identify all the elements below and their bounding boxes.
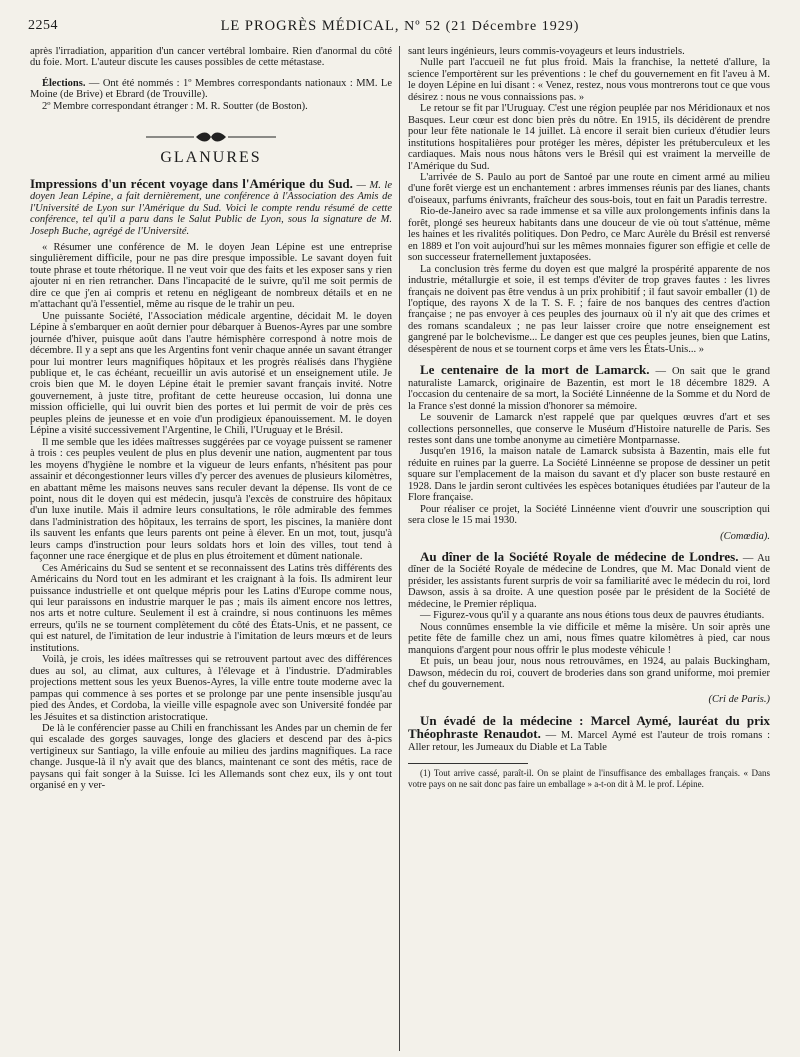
london-article [408, 551, 770, 610]
paragraph: Jusqu'en 1916, la maison natale de Lamarck subsista à Bazentin, mais elle fut réduite en ruines par la guerre. La Société Linnéenne se propose de dessiner un petit square sur l'emplacement de la maison du savant et d'y placer son buste restauré en 1928. Dans le jardin seront cultivées les espèces botaniques étudiées par l'auteur de la Flore française. [408, 446, 770, 504]
paragraph: sant leurs ingénieurs, leurs commis-voyageurs et leurs industriels. [408, 46, 685, 57]
lamarck-article [408, 364, 770, 412]
source-signature: (Cri de Paris.) [708, 694, 770, 706]
paragraph: Nulle part l'accueil ne fut plus froid. Mais la franchise, la netteté d'allure, la science l'emportèrent sur les préventions : le chef du gouvernement en fit l'aveu à M. le doyen Lépine en lui disant : « Venez, restez, nous vous montrerons tout ce que vous désirez : nous ne vous connaissions pas. » [408, 57, 770, 103]
footnote-rule [408, 763, 528, 764]
article-subtitle: — M. le doyen Jean Lépine, a fait dernièrement, une conférence à l'Association des Amis de l'Université de Lyon sur l'Amérique du Sud. Voici le compte rendu résumé de cette conférence, tel qu'il a paru dans le Salut Public de Lyon, sous la signature de M. Joseph Buche, agrégé de l'Université. [30, 179, 392, 237]
section-title: GLANURES [160, 149, 262, 167]
paragraph: Il me semble que les idées maîtresses suggérées par ce voyage puissent se ramener à trois : ces peuples veulent de plus en plus devenir une nation, augmentent par tous les moyens d'hygiène le nombre et la vigueur de leurs enfants, n'hésitent pas pour assainir et décongestionner leurs villes d'y percer des avenues de plusieurs kilomètres, en abattant même les maisons neuves sans reculer devant la dépense. Ils vont de ce point, nous dit le doyen qui est médecin, jusqu'à l'excès de construire des hôpitaux d'un luxe inutile. Mais il admire leurs consultations, le rôle admirable des femmes dans l'administration des hôpitaux, les terrains de sport, les piscines, la manière dont ils sauvent les enfants que leurs parents ont peine à élever. En un mot, tout, jusqu'à leurs camps d'instruction pour leurs soldats hors et loin des villes, tout tend à façonner une race énergique et de plus en plus étroitement et dûment nationale. [30, 436, 392, 563]
issue-info: Nº 52 (21 Décembre 1929) [404, 19, 580, 34]
article-text: — Au dîner de la Société Royale de médecine de Londres, que M. Mac Donald vient de présider, les assistants furent surpris de voir sa familiarité avec le médecin du roi, lord Dawson, assis à sa droite. A une question posée par le président de la Société de médecine, le Premier répliqua. [408, 553, 770, 610]
paragraph: — Figurez-vous qu'il y a quarante ans nous étions tous deux de pauvres étudiants. [420, 610, 765, 622]
elections-paragraph-2: 2º Membre correspondant étranger : M. R. Soutter (de Boston). [42, 100, 308, 112]
article-heading: Au dîner de la Société Royale de médecine de Londres. [420, 549, 739, 565]
paragraph: « Résumer une conférence de M. le doyen Jean Lépine est une entreprise singulièrement difficile, pour ne pas dire presque impossible. Le savant doyen fuit toute phrase et toute rhétorique. Il ne veut voir que des faits et les exposer sans y rien ajouter ni en rien retrancher. Dans l'incapacité de le suivre, qu'il me soit permis de dire ce que j'en ai compris et retenu en négligeant de nombreux détails et en ne m'attachant qu'à l'essentiel, même au risque de le trahir un peu. [30, 241, 392, 311]
source-signature: (Comœdia). [720, 530, 770, 542]
article-heading: Un évadé de la médecine : Marcel Aymé, lauréat du prix Théophraste Renaudot. [408, 712, 770, 742]
paragraph: Rio-de-Janeiro avec sa rade immense et sa ville aux prolongements infinis dans la forêt, plongé ses heureux habitants dans une douceur de vie où tout s'atténue, même les haines et les rivalités politiques. Don Pedro, ce Marc Aurèle du Brésil est renversé en 1889 et l'on voit aujourd'hui sur les mêmes monnaies figurer son effigie et celle de son successeur fraternellement juxtaposées. [408, 206, 770, 264]
page-number: 2254 [28, 18, 58, 33]
article-text: — On sait que le grand naturaliste Lamarck, originaire de Bazentin, est mort le 18 décembre 1829. A l'occasion du centenaire de sa mort, la Société Linnéenne de la Somme et du Nord de la France s'est donné la mission d'honorer sa mémoire. [408, 366, 770, 412]
paragraph: La conclusion très ferme du doyen est que malgré la prospérité apparente de nos industrie, métallurgie et soie, il est temps d'éviter de trop graves fautes : les livres français ne doivent pas être vendus à un prix prohibitif ; il faut savoir emballer (1) de l'optique, des rayons X de la T. S. F. ; faire de nos banques des centres d'action française ; ne pas envoyer à ces peuples des journaux où il n'y ait que des crimes et des romans scandaleux ; ne pas leur laisser croire que notre enseignement est gangrené par le bolchevisme... Le danger est que ces peuples jeunes, bien que Latins, désespèrent de nous et se tournent corps et âme vers les États-Unis... » [408, 263, 770, 355]
right-column [408, 46, 770, 1046]
paragraph: après l'irradiation, apparition d'un cancer vertébral lombaire. Rien d'anormal du côté du foie. Mort. L'auteur discute les causes possibles de cette métastase. [30, 46, 392, 69]
page-header [28, 18, 772, 34]
footnote: (1) Tout arrive cassé, paraît-il. On se plaint de l'insuffisance des emballages français. « Dans votre pays on ne sait donc pas faire un emballage » a-t-on dit à M. le prof. Lépine. [408, 768, 770, 789]
elections-text: — Ont été nommés : 1º Membres correspondants nationaux : MM. Le Moine (de Brive) et Ebrard (de Trouville). [30, 77, 392, 101]
ayme-article [408, 712, 770, 753]
column-divider [399, 46, 400, 1051]
journal-name: LE PROGRÈS MÉDICAL [220, 18, 395, 34]
paragraph: Le retour se fit par l'Uruguay. C'est une région peuplée par nos Méridionaux et nos Basques. Leur cœur est donc bien près du nôtre. En 1915, ils décidèrent de prendre pour leur fête nationale le 14 juillet. Là encore il serait bien curieux d'étudier leurs institutions hospitalières pour protéger les mères, dépister les prétuberculeux et les cardiaques. Mais nous nous hâtons vers le Brésil qui est vraiment la merveille de l'Amérique du Sud. [408, 103, 770, 172]
paragraph: Ces Américains du Sud se sentent et se reconnaissent des Latins très différents des Américains du Nord tout en les admirant et les craignant à la fois. Ils admirent leur puissance industrielle et ont quelque mépris pour les Latins d'Europe comme nous, qui leur paraissons en industrie marquer le pas ; mais ils aiment encore nos lettres, nos arts et notre culture. Seulement il est à craindre, si nous continuons les mêmes erreurs, qu'ils ne se tournent complètement du côté des États-Unis, et ne passent, ce qui est naturel, de l'imitation de leur industrie à l'imitation de leurs mœurs et de leurs institutions. [30, 562, 392, 654]
paragraph: Une puissante Société, l'Association médicale argentine, décidait M. le doyen Lépine à s'embarquer en août dernier pour débarquer à Buenos-Ayres par une sombre journée d'hiver, puisque août dans l'autre hémisphère correspond à notre mois de décembre. Il y a sept ans que les Argentins font venir chaque année un savant étranger pour lui montrer leurs magnifiques hôpitaux et les progrès réalisés dans l'hygiène publique et, le cas échéant, recueillir un avis autorisé et un enseignement utile. Je crois bien que M. le doyen Lépine était le premier savant français invité. Notre gouvernement, à juste titre, profitant de cette heureuse occasion, lui donna une mission officielle, qui lui ouvrit bien des portes et lui permit de voir de près ces peuples pleins de jeunesse et en voie d'un prodigieux épanouissement. M. le doyen Lépine a visité successivement l'Argentine, le Chili, l'Uruguay et le Brésil. [30, 310, 392, 437]
paragraph: L'arrivée de S. Paulo au port de Santoé par une route en ciment armé au milieu d'une forêt vierge est un enchantement : arbres immenses réunis par des lianes, chants d'oiseaux, parfums énivrants, fraîcheur des sous-bois, tout en fait un Paradis terrestre. [408, 171, 770, 206]
paragraph: Voilà, je crois, les idées maîtresses qui se retrouvent partout avec des différences dues au sol, au climat, aux cultures, à l'élevage et à l'industrie. D'admirables projections mettent sous les yeux Buenos-Ayres, la ville entre toute moderne avec la pampas qui commence à ses portes et se prolonge par une pente insensible jusqu'au pied des Andes, et Cordoba, la vieille ville espagnole avec son Université fondée par les Jésuites et sa distinction aristocratique. [30, 654, 392, 723]
paragraph: De là le conférencier passe au Chili en franchissant les Andes par un chemin de fer qui escalade des gorges sauvages, longe des glaciers et descend par des à-pics vertigineux sur Santiago, la ville enfouie au milieu des jardins magnifiques. La race change. Jusque-là il n'y avait que des blancs, maintenant ce sont des métis, race de paysans qui fait songer à la Suisse. Ici les Allemands sont chez eux, ils y ont tout organisé en y ver- [30, 723, 392, 792]
ornament-divider-icon [146, 130, 276, 144]
left-column [30, 46, 392, 1046]
elections-paragraph [30, 78, 392, 101]
article-text: — M. Marcel Aymé est l'auteur de trois romans : Aller retour, les Jumeaux du Diable et La Table [408, 730, 770, 753]
elections-heading: Élections. [42, 77, 86, 89]
article-intro [30, 175, 392, 237]
article-heading: Le centenaire de la mort de Lamarck. [420, 362, 650, 378]
paragraph: Pour réaliser ce projet, la Société Linnéenne vient d'ouvrir une souscription qui sera close le 15 mai 1930. [408, 503, 770, 527]
article-heading: Impressions d'un récent voyage dans l'Amérique du Sud. [30, 175, 353, 191]
journal-title: LE PROGRÈS MÉDICAL, Nº 52 (21 Décembre 1929) [220, 18, 580, 34]
paragraph: Nous connûmes ensemble la vie difficile et même la misère. Un soir après une petite fête de famille chez un ami, nous fîmes quatre kilomètres à pied, car nous manquions d'argent pour nous offrir le plus modeste véhicule ! [408, 621, 770, 656]
paragraph: Et puis, un beau jour, nous nous retrouvâmes, en 1924, au palais Buckingham, Dawson, médecin du roi, couvert de broderies dans son grand uniforme, moi premier chef du gouvernement. [408, 656, 770, 691]
paragraph: Le souvenir de Lamarck n'est rappelé que par quelques œuvres d'art et ses collections personnelles, que conserve le Muséum d'Histoire naturelle de Paris. Ses restes sont dans une tombe anonyme au cimetière Montparnasse. [408, 412, 770, 446]
